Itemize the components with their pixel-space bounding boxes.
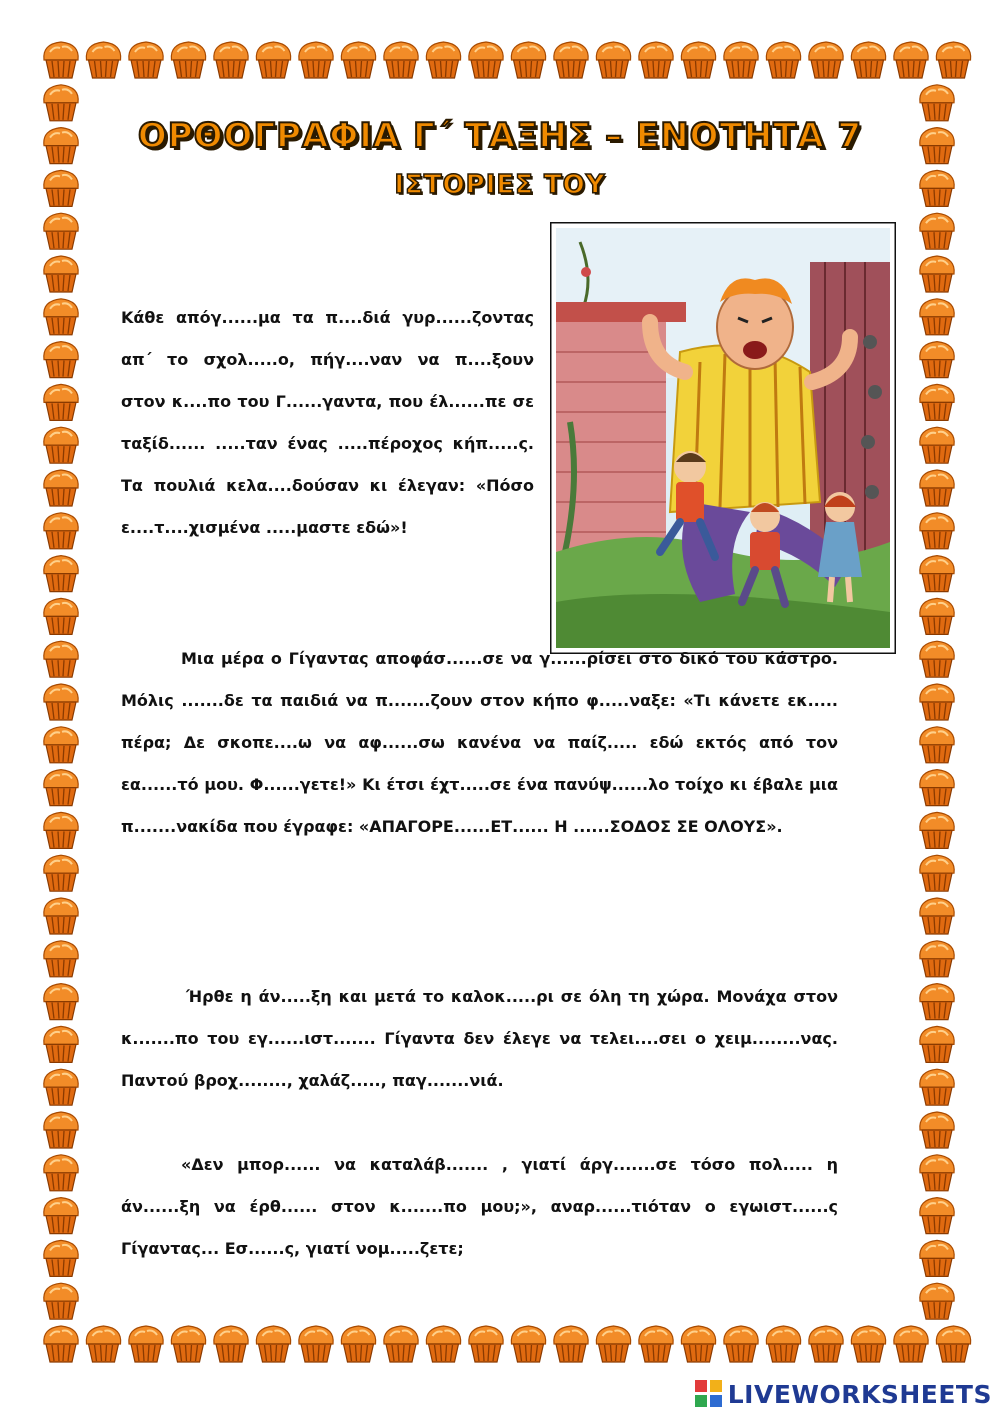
muffin-icon (44, 470, 78, 506)
muffin-icon (44, 855, 78, 891)
muffin-icon (920, 684, 954, 720)
muffin-icon (214, 42, 248, 78)
giant-chasing-children-illustration (550, 222, 896, 654)
muffin-icon (920, 1283, 954, 1319)
muffin-icon (426, 1326, 460, 1362)
muffin-icon (44, 342, 78, 378)
muffin-icon (511, 42, 545, 78)
muffin-icon (341, 42, 375, 78)
muffin-icon (920, 85, 954, 121)
muffin-icon (920, 342, 954, 378)
muffin-icon (44, 727, 78, 763)
muffin-icon (86, 42, 120, 78)
muffin-icon (920, 427, 954, 463)
muffin-icon (920, 128, 954, 164)
muffin-icon (341, 1326, 375, 1362)
muffin-icon (44, 42, 78, 78)
muffin-icon (44, 128, 78, 164)
muffin-icon (44, 513, 78, 549)
muffin-icon (920, 1198, 954, 1234)
muffin-icon (936, 42, 970, 78)
muffin-icon (920, 941, 954, 977)
worksheet-subtitle: ΙΣΤΟΡΙΕΣ ΤΟΥ (394, 170, 606, 200)
muffin-icon (596, 42, 630, 78)
muffin-icon (384, 42, 418, 78)
muffin-icon (44, 1069, 78, 1105)
liveworksheets-branding[interactable] (694, 1379, 992, 1409)
muffin-icon (44, 684, 78, 720)
muffin-icon (86, 1326, 120, 1362)
muffin-icon (766, 42, 800, 78)
muffin-icon (44, 213, 78, 249)
muffin-icon (44, 1326, 78, 1362)
muffin-icon (920, 470, 954, 506)
worksheet-title: ΟΡΘΟΓΡΑΦΙΑ Γ΄ ΤΑΞΗΣ – ΕΝΟΤΗΤΑ 7 (137, 116, 863, 156)
muffin-icon (681, 1326, 715, 1362)
muffin-icon (44, 1240, 78, 1276)
muffin-icon (256, 1326, 290, 1362)
muffin-icon (596, 1326, 630, 1362)
muffin-icon (44, 556, 78, 592)
muffin-icon (639, 1326, 673, 1362)
muffin-icon (256, 42, 290, 78)
muffin-icon (639, 42, 673, 78)
muffin-icon (44, 1198, 78, 1234)
muffin-icon (920, 770, 954, 806)
muffin-icon (171, 42, 205, 78)
muffin-icon (44, 598, 78, 634)
muffin-icon (44, 1283, 78, 1319)
muffin-icon (920, 1112, 954, 1148)
liveworksheets-logo-icon (694, 1379, 724, 1409)
muffin-icon (920, 170, 954, 206)
muffin-icon (724, 42, 758, 78)
muffin-icon (766, 1326, 800, 1362)
muffin-icon (426, 42, 460, 78)
muffin-icon (44, 170, 78, 206)
muffin-icon (894, 1326, 928, 1362)
muffin-icon (44, 641, 78, 677)
muffin-icon (44, 1155, 78, 1191)
muffin-icon (894, 42, 928, 78)
muffin-icon (44, 898, 78, 934)
muffin-icon (129, 42, 163, 78)
muffin-icon (920, 384, 954, 420)
muffin-icon (469, 1326, 503, 1362)
muffin-icon (44, 1026, 78, 1062)
muffin-icon (920, 213, 954, 249)
muffin-icon (44, 256, 78, 292)
muffin-icon (920, 513, 954, 549)
muffin-icon (920, 556, 954, 592)
muffin-icon (724, 1326, 758, 1362)
muffin-icon (44, 384, 78, 420)
muffin-icon (44, 984, 78, 1020)
muffin-icon (920, 898, 954, 934)
muffin-icon (920, 1069, 954, 1105)
muffin-icon (171, 1326, 205, 1362)
muffin-icon (851, 1326, 885, 1362)
muffin-icon (920, 1240, 954, 1276)
muffin-icon (384, 1326, 418, 1362)
story-paragraph-2: Μια μέρα ο Γίγαντας αποφάσ......σε να γ......ρίσει στο δικό του κάστρο. Μόλις .......δε τα παιδιά να π.......ζουν στον κήπο φ.....ναξε: «Τι κάνετε εκ..... πέρα; Δε σκοπε....ω να αφ......σω κανένα να παίζ..... εδώ εκτός από τον εα......τό μου. Φ......γετε!» Κι έτσι έχτ.....σε ένα πανύψ......λο τοίχο κι έβαλε μια π.......νακίδα που έγραφε: «ΑΠΑΓΟΡΕ......ΕΤ...... Η ......ΣΟΔΟΣ ΣΕ ΟΛΟΥΣ». (121, 649, 838, 836)
muffin-icon (920, 1026, 954, 1062)
muffin-icon (920, 727, 954, 763)
story-paragraph-1: Κάθε απόγ......μα τα π....διά γυρ......ζοντας απ΄ το σχολ.....ο, πήγ....ναν να π....ξουν στον κ....πο του Γ......γαντα, που έλ......πε σε ταξίδ...... .....ταν ένας .....πέροχος κήπ.....ς. Τα πουλιά κελα....δούσαν κι έλεγαν: «Πόσο ε....τ....χισμένα .....μαστε εδώ»! (121, 308, 534, 537)
muffin-icon (214, 1326, 248, 1362)
muffin-icon (299, 1326, 333, 1362)
liveworksheets-label: LIVEWORKSHEETS (727, 1379, 992, 1409)
muffin-icon (920, 598, 954, 634)
muffin-icon (44, 85, 78, 121)
muffin-icon (920, 256, 954, 292)
muffin-icon (44, 941, 78, 977)
muffin-icon (920, 812, 954, 848)
muffin-icon (851, 42, 885, 78)
muffin-icon (44, 427, 78, 463)
muffin-icon (809, 42, 843, 78)
muffin-icon (920, 855, 954, 891)
muffin-icon (920, 1155, 954, 1191)
muffin-icon (44, 812, 78, 848)
muffin-icon (299, 42, 333, 78)
muffin-icon (469, 42, 503, 78)
muffin-icon (681, 42, 715, 78)
muffin-icon (920, 641, 954, 677)
muffin-icon (809, 1326, 843, 1362)
muffin-icon (920, 984, 954, 1020)
muffin-icon (554, 42, 588, 78)
muffin-icon (44, 770, 78, 806)
muffin-icon (920, 299, 954, 335)
muffin-icon (936, 1326, 970, 1362)
muffin-icon (511, 1326, 545, 1362)
story-paragraph-3: Ήρθε η άν.....ξη και μετά το καλοκ.....ρι σε όλη τη χώρα. Μονάχα στον κ.......πο του εγ......ιστ....... Γίγαντα δεν έλεγε να τελει....σει ο χειμ........νας. Παντού βροχ........, χαλάζ....., παγ.......νιά. (121, 987, 838, 1090)
story-paragraph-4: «Δεν μπορ...... να καταλάβ....... , γιατί άργ.......σε τόσο πολ..... η άν......ξη να έρθ...... στον κ.......πο μου;», αναρ......τιόταν ο εγωιστ......ς Γίγαντας... Εσ......ς, γιατί νομ.....ζετε; (121, 1155, 838, 1258)
muffin-icon (44, 1112, 78, 1148)
muffin-icon (554, 1326, 588, 1362)
muffin-icon (44, 299, 78, 335)
muffin-icon (129, 1326, 163, 1362)
